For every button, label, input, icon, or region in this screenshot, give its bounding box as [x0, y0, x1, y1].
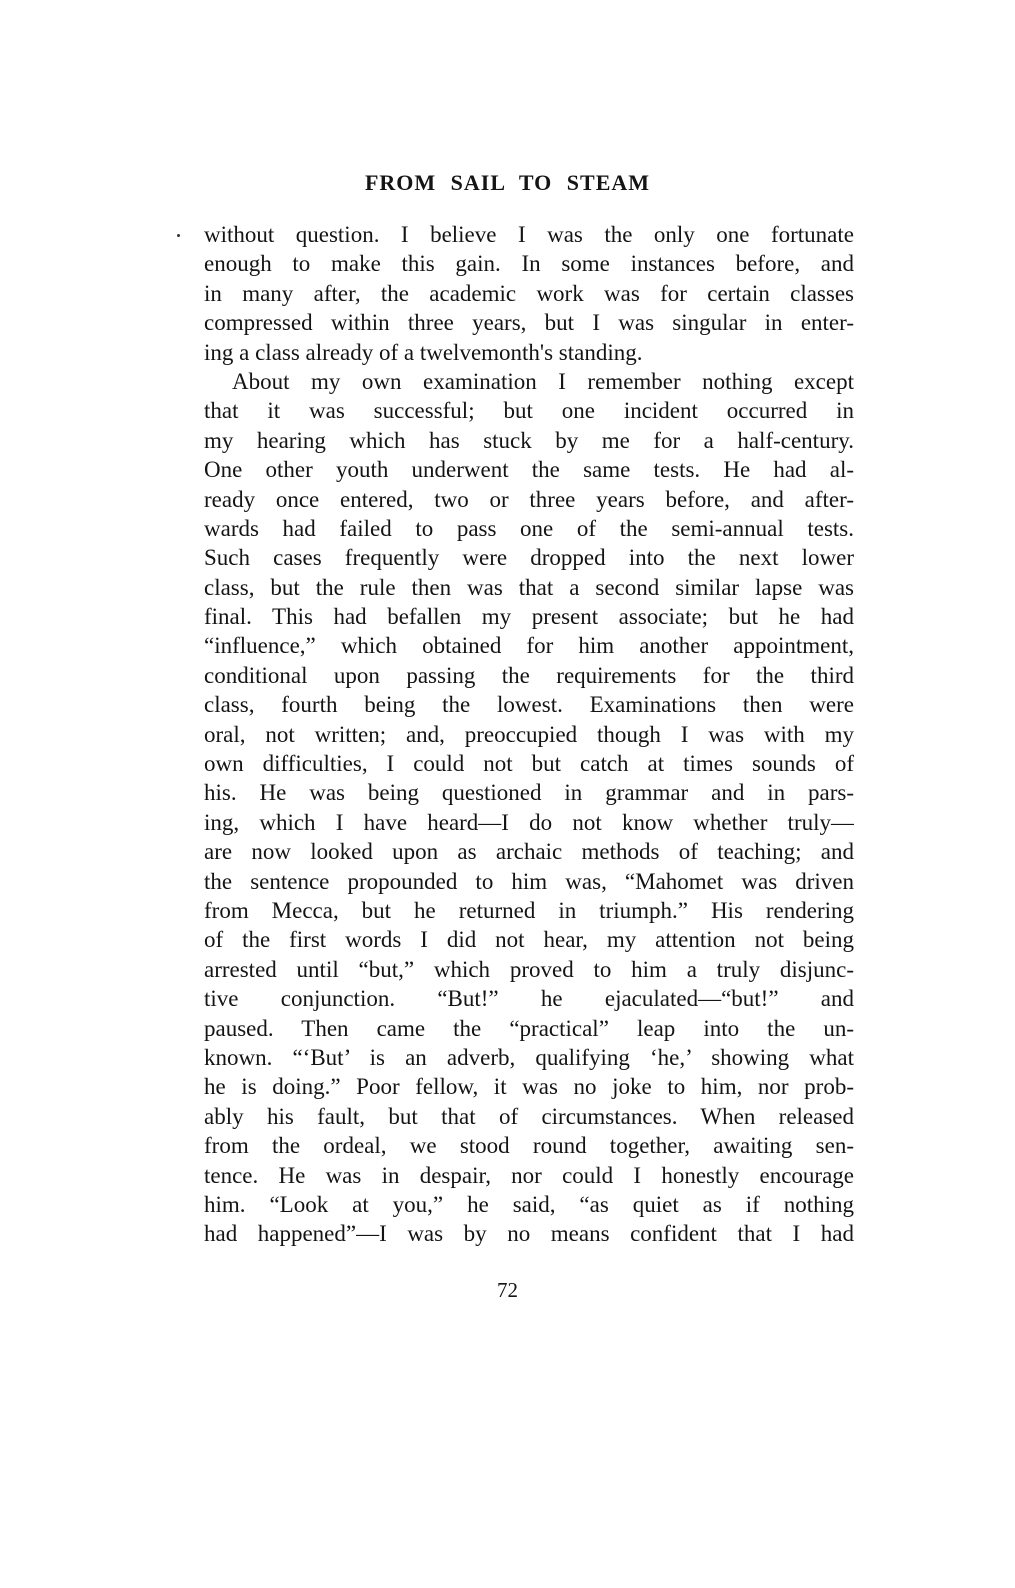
text-line: own difficulties, I could not but catch at times sounds of: [204, 751, 854, 777]
text-line: are now looked upon as archaic methods of teaching; and: [204, 839, 854, 865]
text-line: Such cases frequently were dropped into the next lower: [204, 545, 854, 571]
text-line: ing a class already of a twelvemonth's standing.: [204, 339, 643, 365]
body-text: [204, 220, 854, 1249]
margin-mark: [177, 234, 180, 237]
text-line: tive conjunction. “But!” he ejaculated—“but!” and: [204, 986, 854, 1012]
text-line: wards had failed to pass one of the semi-annual tests.: [204, 515, 854, 541]
text-line: final. This had befallen my present associate; but he had: [204, 604, 854, 630]
text-line: from the ordeal, we stood round together, awaiting sen-: [204, 1133, 854, 1159]
text-line: in many after, the academic work was for certain classes: [204, 280, 854, 306]
text-line: without question. I believe I was the only one fortunate: [204, 222, 854, 247]
text-line: his. He was being questioned in grammar and in pars-: [204, 780, 854, 806]
text-line: One other youth underwent the same tests. He had al-: [204, 457, 854, 483]
text-line: that it was successful; but one incident occurred in: [204, 398, 854, 424]
text-line: conditional upon passing the requirements for the third: [204, 662, 854, 688]
page-number: 72: [497, 1278, 518, 1302]
text-line: ably his fault, but that of circumstances. When released: [204, 1103, 854, 1129]
text-line: he is doing.” Poor fellow, it was no joke to him, nor prob-: [204, 1074, 854, 1100]
text-line: ready once entered, two or three years before, and after-: [204, 486, 854, 512]
text-line: known. “‘But’ is an adverb, qualifying ‘he,’ showing what: [204, 1044, 854, 1070]
text-line: oral, not written; and, preoccupied though I was with my: [204, 721, 854, 747]
text-line: of the first words I did not hear, my attention not being: [204, 927, 854, 953]
text-line: him. “Look at you,” he said, “as quiet as if nothing: [204, 1191, 854, 1217]
text-line: “influence,” which obtained for him another appointment,: [204, 633, 854, 659]
text-line: ing, which I have heard—I do not know whether truly—: [204, 809, 854, 835]
text-line: my hearing which has stuck by me for a half-century.: [204, 427, 854, 453]
text-line: enough to make this gain. In some instances before, and: [204, 251, 854, 277]
text-line: paused. Then came the “practical” leap into the un-: [204, 1015, 854, 1041]
running-head: FROM SAIL TO STEAM: [364, 170, 651, 195]
text-line: arrested until “but,” which proved to him a truly disjunc-: [204, 956, 854, 982]
text-line: had happened”—I was by no means confident that I had: [204, 1221, 854, 1247]
text-line: the sentence propounded to him was, “Mahomet was driven: [204, 868, 854, 894]
text-line: class, fourth being the lowest. Examinations then were: [204, 692, 854, 718]
text-line: from Mecca, but he returned in triumph.” His rendering: [204, 897, 854, 923]
text-line: About my own examination I remember nothing except: [232, 368, 854, 394]
text-line: compressed within three years, but I was singular in enter-: [204, 310, 854, 336]
text-line: class, but the rule then was that a second similar lapse was: [204, 574, 854, 600]
text-line: tence. He was in despair, nor could I honestly encourage: [204, 1162, 854, 1188]
